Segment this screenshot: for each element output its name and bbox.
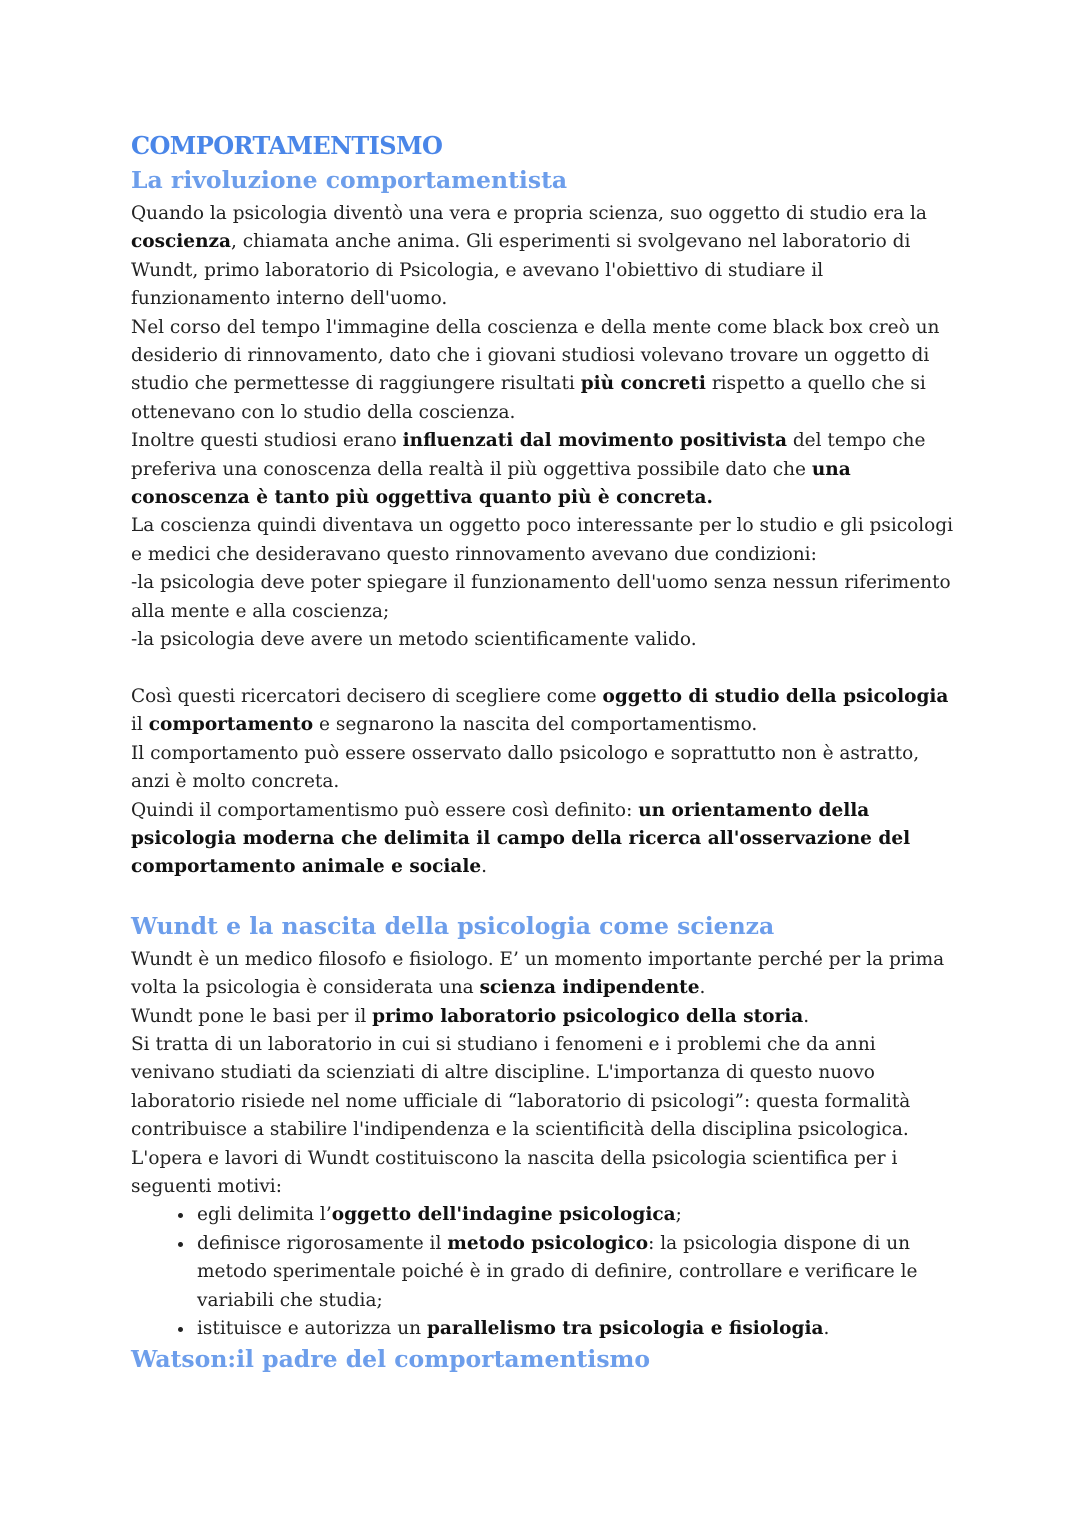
paragraph: Wundt pone le basi per il primo laboratorio psicologico della storia. xyxy=(131,1005,810,1027)
bullet-list xyxy=(131,1201,961,1343)
paragraph: L'opera e lavori di Wundt costituiscono la nascita della psicologia scientifica per i seguenti motivi: xyxy=(131,1147,898,1197)
blank-line xyxy=(131,655,961,683)
paragraph: Così questi ricercatori decisero di scegliere come oggetto di studio della psicologia il comportamento e segnarono la nascita del comportamentismo. xyxy=(131,685,949,736)
paragraph: -la psicologia deve poter spiegare il funzionamento dell'uomo senza nessun riferimento alla mente e alla coscienza; xyxy=(131,572,951,622)
document-page xyxy=(131,128,961,1379)
section-heading-watson: Watson:il padre del comportamentismo xyxy=(131,1345,651,1374)
paragraph: Quando la psicologia diventò una vera e propria scienza, suo oggetto di studio era la coscienza, chiamata anche anima. Gli esperimenti si svolgevano nel laboratorio di Wundt, primo laboratorio di Psicologia, e avevano l'obiettivo di studiare il funzionamento interno dell'uomo. xyxy=(131,203,927,310)
document-title: COMPORTAMENTISMO xyxy=(131,131,443,160)
paragraph: Nel corso del tempo l'immagine della coscienza e della mente come black box creò un desiderio di rinnovamento, dato che i giovani studiosi volevano trovare un oggetto di studio che permettesse di raggiungere risultati più concreti rispetto a quello che si ottenevano con lo studio della coscienza. xyxy=(131,316,940,423)
list-item: • definisce rigorosamente il metodo psicologico: la psicologia dispone di un metodo sperimentale poiché è in grado di definire, controllare e verificare le variabili che studia; xyxy=(195,1230,961,1315)
paragraph: Quindi il comportamentismo può essere così definito: un orientamento della psicologia moderna che delimita il campo della ricerca all'osservazione del comportamento animale e sociale. xyxy=(131,799,911,878)
list-item: • egli delimita l’oggetto dell'indagine psicologica; xyxy=(195,1201,961,1229)
paragraph: Inoltre questi studiosi erano influenzati dal movimento positivista del tempo che preferiva una conoscenza della realtà il più oggettiva possibile dato che una conoscenza è tanto più oggettiva quanto più è concreta. xyxy=(131,430,926,509)
paragraph: Il comportamento può essere osservato dallo psicologo e soprattutto non è astratto, anzi è molto concreta. xyxy=(131,742,920,793)
list-item: • istituisce e autorizza un parallelismo tra psicologia e fisiologia. xyxy=(195,1315,961,1343)
paragraph: -la psicologia deve avere un metodo scientificamente valido. xyxy=(131,629,697,651)
paragraph: Wundt è un medico filosofo e fisiologo. E’ un momento importante perché per la prima volta la psicologia è considerata una scienza indipendente. xyxy=(131,948,945,999)
paragraph: La coscienza quindi diventava un oggetto poco interessante per lo studio e gli psicologi e medici che desideravano questo rinnovamento avevano due condizioni: xyxy=(131,515,954,565)
section-heading-wundt: Wundt e la nascita della psicologia come scienza xyxy=(131,911,775,940)
paragraph: Si tratta di un laboratorio in cui si studiano i fenomeni e i problemi che da anni venivano studiati da scienziati di altre discipline. L'importanza di questo nuovo laboratorio risiede nel nome ufficiale di “laboratorio di psicologi”: questa formalità contribuisce a stabilire l'indipendenza e la scientificità della disciplina psicologica. xyxy=(131,1033,911,1141)
section-heading-rivoluzione: La rivoluzione comportamentista xyxy=(131,166,568,194)
